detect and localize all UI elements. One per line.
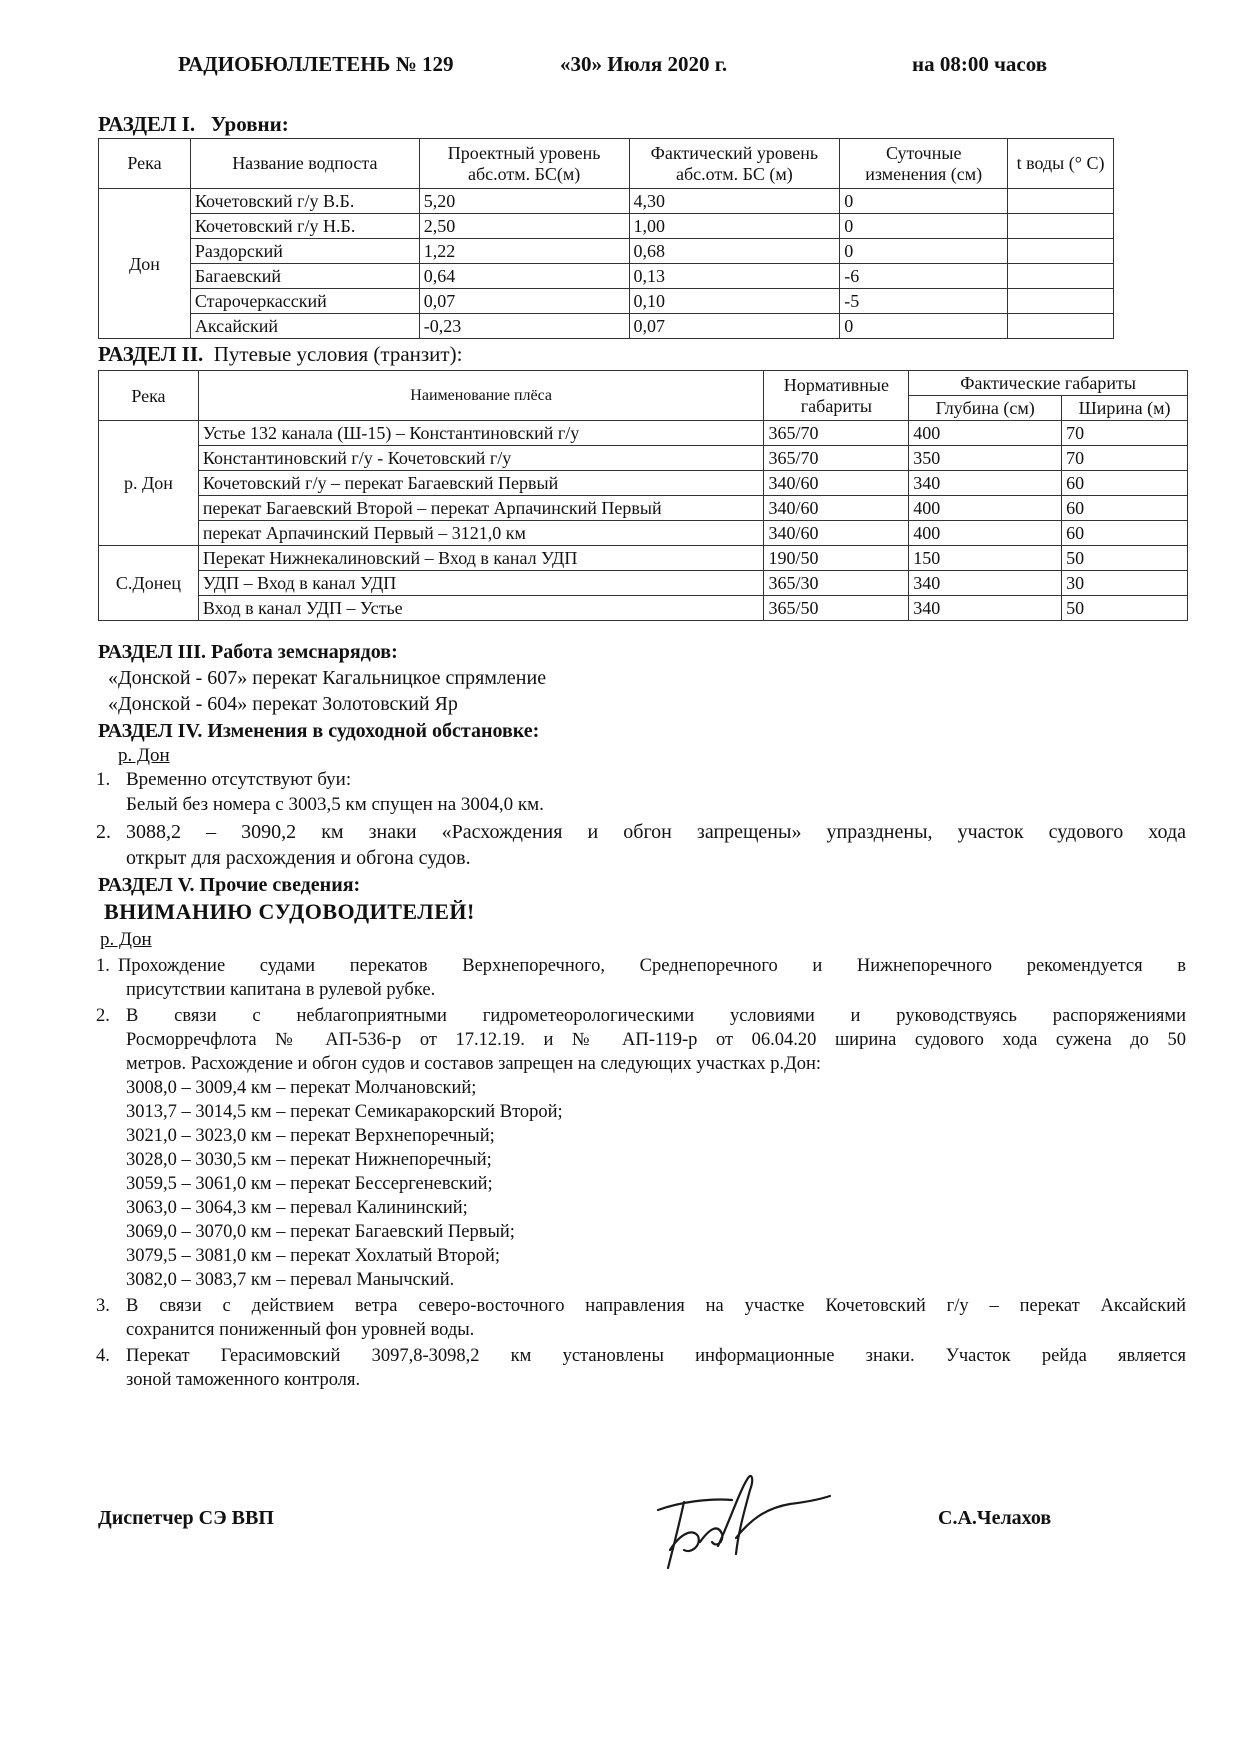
table-row <box>99 596 1188 621</box>
daily-change: -5 <box>840 289 1008 314</box>
section5-p2-line3: метров. Расхождение и обгон судов и составов запрещен на следующих участках р.Дон: <box>126 1054 822 1074</box>
section2-heading <box>98 342 462 367</box>
transit-col-river: Река <box>99 371 199 421</box>
transit-river-don: р. Дон <box>99 421 199 546</box>
stretch-name: Кочетовский г/у – перекат Багаевский Первый <box>198 471 764 496</box>
section5-river: р. Дон <box>100 929 152 950</box>
transit-col-stretch: Наименование плёса <box>198 371 764 421</box>
levels-table <box>98 138 1114 339</box>
dispatcher-title: Диспетчер СЭ ВВП <box>98 1507 274 1529</box>
stretch-name: Устье 132 канала (Ш-15) – Константиновский г/у <box>198 421 764 446</box>
normative-dims: 340/60 <box>764 496 909 521</box>
actual-level: 0,07 <box>629 314 840 339</box>
levels-col-temp: t воды (° С) <box>1008 139 1114 189</box>
daily-change: 0 <box>840 239 1008 264</box>
levels-col-project: Проектный уровень абс.отм. БС(м) <box>419 139 629 189</box>
restricted-segment: 3013,7 – 3014,5 км – перекат Семикаракорский Второй; <box>126 1102 563 1122</box>
actual-depth: 340 <box>909 571 1062 596</box>
stretch-name: перекат Арпачинский Первый – 3121,0 км <box>198 521 764 546</box>
post-name: Старочеркасский <box>190 289 419 314</box>
project-level: -0,23 <box>419 314 629 339</box>
actual-width: 30 <box>1062 571 1188 596</box>
table-row <box>99 189 1114 214</box>
item-number: 4. <box>96 1346 110 1366</box>
restricted-segment: 3008,0 – 3009,4 км – перекат Молчановский; <box>126 1078 477 1098</box>
water-temp <box>1008 264 1114 289</box>
actual-width: 70 <box>1062 446 1188 471</box>
levels-col-post: Название водпоста <box>190 139 419 189</box>
levels-col-actual: Фактический уровень абс.отм. БС (м) <box>629 139 840 189</box>
bulletin-time: на 08:00 часов <box>912 52 1048 76</box>
section5-p3-line2: сохранится пониженный фон уровней воды. <box>126 1320 475 1340</box>
handwritten-signature <box>640 1450 840 1580</box>
restricted-segment: 3063,0 – 3064,3 км – перевал Калининский; <box>126 1198 468 1218</box>
actual-width: 60 <box>1062 471 1188 496</box>
project-level: 0,07 <box>419 289 629 314</box>
attention-heading: ВНИМАНИЮ СУДОВОДИТЕЛЕЙ! <box>104 899 475 924</box>
actual-depth: 350 <box>909 446 1062 471</box>
project-level: 5,20 <box>419 189 629 214</box>
section5-p3-line1: В связи с действием ветра северо-восточного направления на участке Кочетовский г/у – перекат Аксайский <box>126 1296 1186 1316</box>
transit-col-width: Ширина (м) <box>1062 396 1188 421</box>
transit-table <box>98 370 1188 621</box>
dispatcher-name: С.А.Челахов <box>938 1507 1052 1529</box>
restricted-segment: 3069,0 – 3070,0 км – перекат Багаевский Первый; <box>126 1222 515 1242</box>
stretch-name: перекат Багаевский Второй – перекат Арпачинский Первый <box>198 496 764 521</box>
levels-col-change: Суточные изменения (см) <box>840 139 1008 189</box>
section4-item2-line2: открыт для расхождения и обгона судов. <box>126 847 471 869</box>
water-temp <box>1008 214 1114 239</box>
bulletin-date: «30» Июля 2020 г. <box>560 52 728 76</box>
section2-title: Путевые условия (транзит): <box>213 342 463 366</box>
restricted-segment: 3082,0 – 3083,7 км – перевал Манычский. <box>126 1270 455 1290</box>
water-temp <box>1008 289 1114 314</box>
item-number: 1. <box>96 956 110 976</box>
post-name: Раздорский <box>190 239 419 264</box>
actual-width: 50 <box>1062 596 1188 621</box>
post-name: Кочетовский г/у Н.Б. <box>190 214 419 239</box>
item-number: 3. <box>96 1296 110 1316</box>
item-number: 2. <box>96 1006 110 1026</box>
stretch-name: Перекат Нижнекалиновский – Вход в канал УДП <box>198 546 764 571</box>
dredger-item: «Донской - 607» перекат Кагальницкое спрямление <box>108 667 547 689</box>
section4-river: р. Дон <box>118 745 170 766</box>
actual-width: 50 <box>1062 546 1188 571</box>
daily-change: 0 <box>840 189 1008 214</box>
section5-title: РАЗДЕЛ V. Прочие сведения: <box>98 874 361 896</box>
water-temp <box>1008 314 1114 339</box>
section5-p4-line1: Перекат Герасимовский 3097,8-3098,2 км установлены информационные знаки. Участок рейда является <box>126 1346 1186 1366</box>
post-name: Багаевский <box>190 264 419 289</box>
section4-title: РАЗДЕЛ IV. Изменения в судоходной обстановке: <box>98 720 540 742</box>
transit-header-row-1 <box>99 371 1188 396</box>
section1-heading <box>98 112 289 137</box>
water-temp <box>1008 189 1114 214</box>
item-number: 2. <box>96 821 111 843</box>
restricted-segment: 3059,5 – 3061,0 км – перекат Бессергеневский; <box>126 1174 493 1194</box>
transit-col-actual: Фактические габариты <box>909 371 1188 396</box>
actual-depth: 400 <box>909 421 1062 446</box>
section5-p4-line2: зоной таможенного контроля. <box>126 1370 361 1390</box>
normative-dims: 365/50 <box>764 596 909 621</box>
transit-col-depth: Глубина (см) <box>909 396 1062 421</box>
table-row <box>99 421 1188 446</box>
post-name: Кочетовский г/у В.Б. <box>190 189 419 214</box>
actual-depth: 400 <box>909 496 1062 521</box>
table-row <box>99 446 1188 471</box>
section5-p2-line1: В связи с неблагоприятными гидрометеорологическими условиями и руководствуясь распоряжениями <box>126 1006 1186 1026</box>
levels-col-river: Река <box>99 139 191 189</box>
section4-item2-line1: 3088,2 – 3090,2 км знаки «Расхождения и обгон запрещены» упразднены, участок судового хода <box>126 821 1186 843</box>
stretch-name: УДП – Вход в канал УДП <box>198 571 764 596</box>
actual-depth: 150 <box>909 546 1062 571</box>
normative-dims: 365/70 <box>764 421 909 446</box>
normative-dims: 365/70 <box>764 446 909 471</box>
actual-width: 70 <box>1062 421 1188 446</box>
item-number: 1. <box>96 769 111 790</box>
table-row <box>99 546 1188 571</box>
table-row <box>99 314 1114 339</box>
table-row <box>99 571 1188 596</box>
daily-change: 0 <box>840 214 1008 239</box>
levels-header-row <box>99 139 1114 189</box>
dredger-item: «Донской - 604» перекат Золотовский Яр <box>108 693 458 715</box>
table-row <box>99 264 1114 289</box>
normative-dims: 340/60 <box>764 471 909 496</box>
daily-change: 0 <box>840 314 1008 339</box>
normative-dims: 190/50 <box>764 546 909 571</box>
table-row <box>99 521 1188 546</box>
table-row <box>99 214 1114 239</box>
water-temp <box>1008 239 1114 264</box>
table-row <box>99 471 1188 496</box>
project-level: 1,22 <box>419 239 629 264</box>
transit-river-donets: С.Донец <box>99 546 199 621</box>
section5-p2-line2: Росморречфлота № АП-536-р от 17.12.19. и № АП-119-р от 06.04.20 ширина судового хода сужена до 50 <box>126 1030 1186 1050</box>
section5-p1-line1: Прохождение судами перекатов Верхнепоречного, Среднепоречного и Нижнепоречного рекомендуется в <box>118 956 1186 976</box>
restricted-segment: 3021,0 – 3023,0 км – перекат Верхнепоречный; <box>126 1126 495 1146</box>
stretch-name: Константиновский г/у - Кочетовский г/у <box>198 446 764 471</box>
table-row <box>99 289 1114 314</box>
actual-width: 60 <box>1062 496 1188 521</box>
actual-level: 0,68 <box>629 239 840 264</box>
levels-river-cell: Дон <box>99 189 191 339</box>
actual-width: 60 <box>1062 521 1188 546</box>
actual-depth: 340 <box>909 471 1062 496</box>
project-level: 2,50 <box>419 214 629 239</box>
actual-depth: 340 <box>909 596 1062 621</box>
project-level: 0,64 <box>419 264 629 289</box>
actual-level: 4,30 <box>629 189 840 214</box>
transit-col-normative: Нормативные габариты <box>764 371 909 421</box>
section4-item1: Временно отсутствуют буи: <box>126 769 352 790</box>
actual-level: 0,10 <box>629 289 840 314</box>
section1-title: Уровни: <box>210 112 289 136</box>
actual-depth: 400 <box>909 521 1062 546</box>
section3-title: РАЗДЕЛ III. Работа земснарядов: <box>98 641 398 663</box>
actual-level: 0,13 <box>629 264 840 289</box>
stretch-name: Вход в канал УДП – Устье <box>198 596 764 621</box>
actual-level: 1,00 <box>629 214 840 239</box>
restricted-segment: 3028,0 – 3030,5 км – перекат Нижнепоречный; <box>126 1150 492 1170</box>
section1-label: РАЗДЕЛ I. <box>98 112 196 136</box>
section2-label: РАЗДЕЛ II. <box>98 342 204 366</box>
section4-item1-sub: Белый без номера с 3003,5 км спущен на 3004,0 км. <box>126 794 544 815</box>
post-name: Аксайский <box>190 314 419 339</box>
restricted-segment: 3079,5 – 3081,0 км – перекат Хохлатый Второй; <box>126 1246 501 1266</box>
bulletin-header <box>0 52 1240 88</box>
normative-dims: 340/60 <box>764 521 909 546</box>
table-row <box>99 239 1114 264</box>
normative-dims: 365/30 <box>764 571 909 596</box>
bulletin-title: РАДИОБЮЛЛЕТЕНЬ № 129 <box>178 52 454 76</box>
section5-p1-line2: присутствии капитана в рулевой рубке. <box>126 980 436 1000</box>
table-row <box>99 496 1188 521</box>
daily-change: -6 <box>840 264 1008 289</box>
